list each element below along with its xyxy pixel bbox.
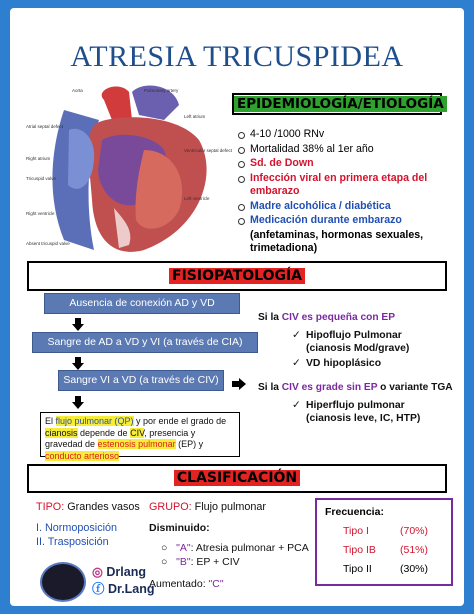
epidemiology-item: Sd. de Down [236, 157, 460, 171]
frequency-row [343, 544, 428, 557]
frequency-type: Tipo II [343, 563, 372, 575]
classification-heading: CLASIFICACIÓN [27, 464, 447, 493]
document-sheet [10, 8, 464, 606]
heart-label-ra: Right atrium [26, 156, 51, 161]
tipo-ii: II. Trasposición [36, 536, 109, 548]
right-arrow-icon [232, 378, 246, 390]
frequency-box [315, 498, 453, 586]
small-civ-condition: Si la CIV es pequeña con EP [258, 312, 396, 323]
frequency-title: Frecuencia: [325, 506, 384, 518]
heart-label-aorta: Aorta [72, 88, 83, 93]
heart-label-lv: Left ventricle [184, 196, 210, 201]
frequency-value: (30%) [399, 563, 428, 575]
small-civ-item-1: ✓ Hipoflujo Pulmonar (cianosis Mod/grave) [292, 330, 410, 354]
heart-label-la: Left atrium [184, 114, 206, 119]
epidemiology-item: Mortalidad 38% al 1er año [236, 143, 460, 157]
facebook-handle[interactable]: ⓕ Dr.Lang [92, 582, 155, 596]
down-arrow-icon [72, 396, 84, 408]
flow-step-2: Sangre de AD a VD y VI (a través de CIA) [32, 332, 258, 353]
flow-step-3: Sangre VI a VD (a través de CIV) [58, 370, 224, 391]
group-b: ○ "B": EP + CIV [161, 556, 240, 568]
heart-label-asd: Atrial septal defect [26, 124, 64, 129]
down-arrow-icon [72, 357, 84, 369]
frequency-value: (70%) [399, 525, 428, 537]
heart-label-vsd: Ventricular septal defect [184, 148, 233, 153]
flow-step-1: Ausencia de conexión AD y VD [44, 293, 240, 314]
author-logo [40, 562, 86, 602]
small-civ-item-2: ✓ VD hipoplásico [292, 358, 382, 369]
frequency-row [343, 525, 428, 538]
epidemiology-item: Madre alcohólica / diabética [236, 200, 460, 214]
tipo-i: I. Normoposición [36, 522, 118, 534]
epidemiology-list [236, 128, 460, 257]
heart-label-tv: Tricuspid valve [26, 176, 56, 181]
epidemiology-item: 4-10 /1000 RNv [236, 128, 460, 142]
heart-label-absent: Absent tricuspid valve [26, 241, 70, 246]
frequency-type: Tipo IB [343, 544, 376, 556]
physiopathology-heading: FISIOPATOLOGÍA [27, 261, 447, 291]
frequency-value: (51%) [399, 544, 428, 556]
big-civ-condition: Si la CIV es grade sin EP o variante TGA [258, 382, 453, 393]
instagram-handle[interactable]: ◎ Drlang [92, 565, 146, 579]
instagram-icon: ◎ [92, 565, 103, 579]
frequency-row [343, 563, 428, 576]
frequency-type: Tipo I [343, 525, 369, 537]
aumentado-label: Aumentado: "C" [149, 578, 224, 590]
epidemiology-item: Infección viral en primera etapa del embarazo [236, 172, 460, 199]
epidemiology-item: Medicación durante embarazo [236, 214, 460, 228]
disminuido-label: Disminuido: [149, 522, 210, 534]
grupo-label: GRUPO: Flujo pulmonar [149, 501, 267, 513]
facebook-icon: ⓕ [92, 582, 105, 596]
epidemiology-heading: EPIDEMIOLOGÍA/ETIOLOGÍA [232, 93, 442, 115]
heart-label-rv: Right ventricle [26, 211, 55, 216]
heart-diagram [24, 80, 233, 258]
page-title: ATRESIA TRICUSPIDEA [70, 40, 404, 73]
epidemiology-item: (anfetaminas, hormonas sexuales, trimetadiona) [250, 228, 424, 254]
big-civ-item-1: ✓ Hiperflujo pulmonar (cianosis leve, IC, HTP) [292, 400, 421, 424]
tipo-label: TIPO: Grandes vasos [36, 501, 140, 513]
heart-label-pulmonary: Pulmonary artery [144, 88, 179, 93]
pulmonary-flow-note: El flujo pulmonar (QP) y por ende el grado de cianosis depende de CIV, presencia y gravedad de estenosis pulmonar (EP) y conducto arterioso [40, 412, 240, 457]
group-a: ○ "A": Atresia pulmonar + PCA [161, 542, 309, 554]
down-arrow-icon [72, 318, 84, 330]
